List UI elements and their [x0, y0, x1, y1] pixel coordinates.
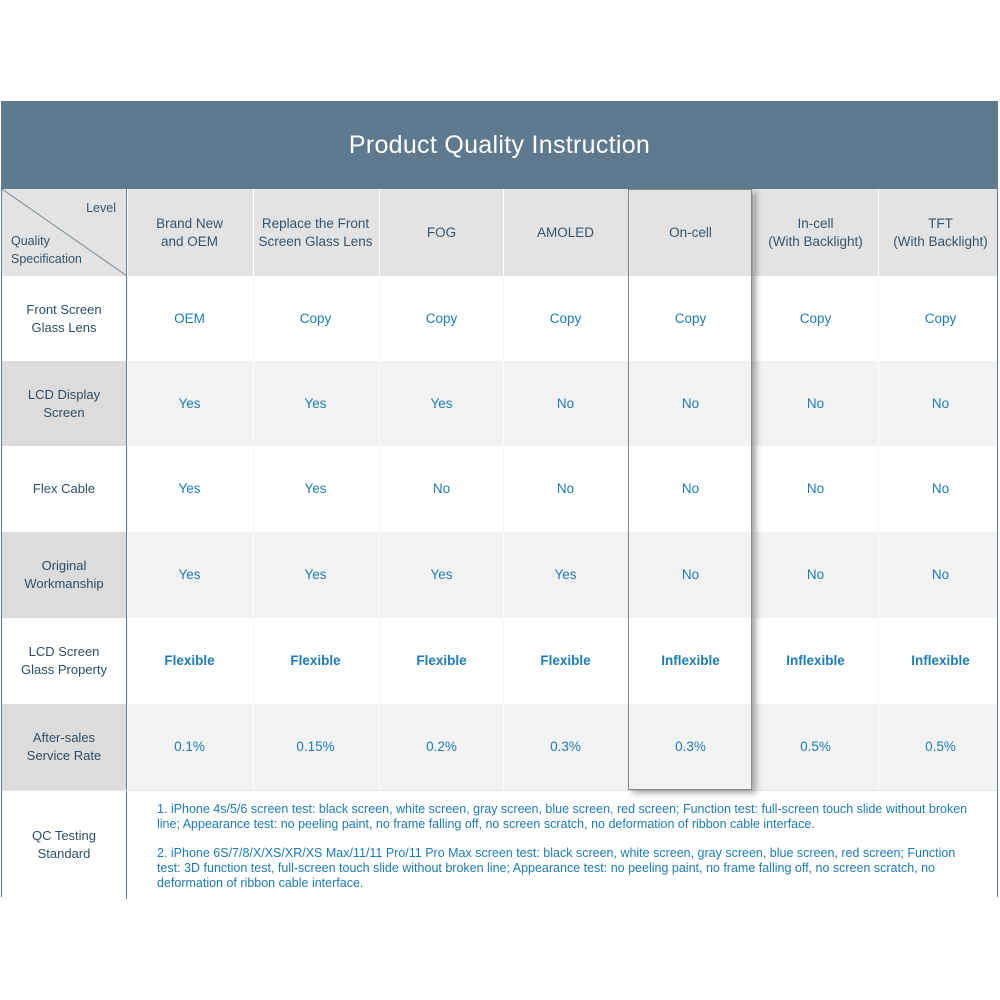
- row-label-line: Original: [41, 558, 87, 573]
- value-cell: No: [878, 361, 1000, 446]
- column-header-2: [253, 189, 377, 276]
- value-cell: Copy: [253, 276, 377, 361]
- table-row: [2, 618, 997, 704]
- row-label: [2, 618, 127, 704]
- value-cell: 0.2%: [379, 704, 503, 790]
- column-header-3: [379, 189, 503, 276]
- row-label: [2, 446, 127, 532]
- value-cell: No: [753, 361, 877, 446]
- column-header-6: [753, 189, 877, 276]
- qc-row: [2, 790, 997, 899]
- row-label: [2, 704, 127, 790]
- row-label-line: Glass Property: [21, 662, 107, 677]
- value-cell: Flexible: [503, 618, 627, 704]
- qc-item-2: 2. iPhone 6S/7/8/X/XS/XR/XS Max/11/11 Pro/11 Pro Max screen test: black screen, white screen, gray screen, blue screen, red screen; Function test: 3D function test, full-screen touch slide without broken line; Appearance test: no peeling paint, no frame falling off, no screen scratch, no deformation of ribbon cable interface.: [157, 846, 956, 890]
- title-bar: [2, 102, 997, 189]
- row-label: [2, 532, 127, 618]
- column-header-5: [628, 189, 752, 276]
- row-label-line: Workmanship: [24, 576, 104, 591]
- column-header-line: In-cell: [797, 215, 834, 231]
- qc-description: [157, 802, 972, 905]
- table-row: [2, 361, 997, 446]
- column-header-1: [127, 189, 251, 276]
- value-cell: No: [379, 446, 503, 532]
- row-label-line: LCD Display: [27, 386, 101, 402]
- level-label: Level: [86, 201, 116, 215]
- value-cell: Inflexible: [628, 618, 752, 704]
- value-cell: 0.3%: [628, 704, 752, 790]
- value-cell: Flexible: [379, 618, 503, 704]
- value-cell: No: [503, 446, 627, 532]
- column-header-line: and OEM: [160, 233, 219, 249]
- value-cell: Copy: [878, 276, 1000, 361]
- value-cell: Yes: [379, 361, 503, 446]
- corner-cell: [2, 189, 127, 276]
- column-header-line: Screen Glass Lens: [258, 233, 373, 249]
- value-cell: Yes: [127, 361, 251, 446]
- column-header-line: Brand New: [156, 215, 223, 231]
- column-header-line: TFT: [928, 215, 953, 231]
- row-label: [2, 361, 127, 446]
- table-row: [2, 532, 997, 618]
- row-label-line: Front Screen: [26, 301, 102, 317]
- value-cell: Copy: [628, 276, 752, 361]
- value-cell: Copy: [503, 276, 627, 361]
- row-label: [2, 276, 127, 361]
- page-title: Product Quality Instruction: [348, 131, 651, 159]
- row-label-line: Service Rate: [26, 748, 102, 763]
- table-row: [2, 704, 997, 790]
- value-cell: Yes: [253, 361, 377, 446]
- value-cell: No: [878, 532, 1000, 618]
- row-label-line: Screen: [43, 404, 85, 420]
- value-cell: 0.1%: [127, 704, 251, 790]
- table-row: [2, 446, 997, 532]
- value-cell: No: [753, 446, 877, 532]
- column-header-line: AMOLED: [536, 224, 594, 240]
- value-cell: 0.5%: [753, 704, 877, 790]
- value-cell: No: [628, 532, 752, 618]
- value-cell: Copy: [379, 276, 503, 361]
- row-label-line: Glass Lens: [31, 319, 97, 335]
- column-header-line: (With Backlight): [768, 233, 863, 249]
- qc-item-1: 1. iPhone 4s/5/6 screen test: black screen, white screen, gray screen, blue screen, red screen; Function test: full-screen touch slide without broken line; Appearance test: no peeling paint, no frame falling off, no screen scratch, no deformation of ribbon cable interface.: [157, 802, 968, 831]
- value-cell: Yes: [127, 446, 251, 532]
- quality-table: [1, 101, 998, 897]
- value-cell: Copy: [753, 276, 877, 361]
- value-cell: OEM: [127, 276, 251, 361]
- value-cell: Yes: [253, 446, 377, 532]
- value-cell: Inflexible: [753, 618, 877, 704]
- value-cell: 0.3%: [503, 704, 627, 790]
- row-label-line: Flex Cable: [32, 481, 96, 496]
- value-cell: Yes: [127, 532, 251, 618]
- value-cell: 0.5%: [878, 704, 1000, 790]
- column-header-7: [878, 189, 1000, 276]
- value-cell: No: [753, 532, 877, 618]
- column-header-4: [503, 189, 627, 276]
- value-cell: 0.15%: [253, 704, 377, 790]
- table-row: [2, 276, 997, 361]
- row-label-line: After-sales: [32, 730, 96, 745]
- value-cell: No: [503, 361, 627, 446]
- row-label-line: LCD Screen: [28, 644, 100, 659]
- header-row: [2, 189, 997, 276]
- value-cell: No: [628, 361, 752, 446]
- value-cell: Flexible: [127, 618, 251, 704]
- value-cell: No: [878, 446, 1000, 532]
- quality-spec-label: Quality Specification: [11, 234, 82, 266]
- column-header-line: (With Backlight): [893, 233, 988, 249]
- value-cell: Yes: [503, 532, 627, 618]
- column-header-line: Replace the Front: [261, 215, 370, 231]
- column-header-line: FOG: [426, 224, 457, 240]
- value-cell: Yes: [253, 532, 377, 618]
- value-cell: Yes: [379, 532, 503, 618]
- value-cell: Flexible: [253, 618, 377, 704]
- column-header-line: On-cell: [669, 224, 712, 240]
- value-cell: Inflexible: [878, 618, 1000, 704]
- value-cell: No: [628, 446, 752, 532]
- qc-label: QC Testing Standard: [2, 791, 127, 899]
